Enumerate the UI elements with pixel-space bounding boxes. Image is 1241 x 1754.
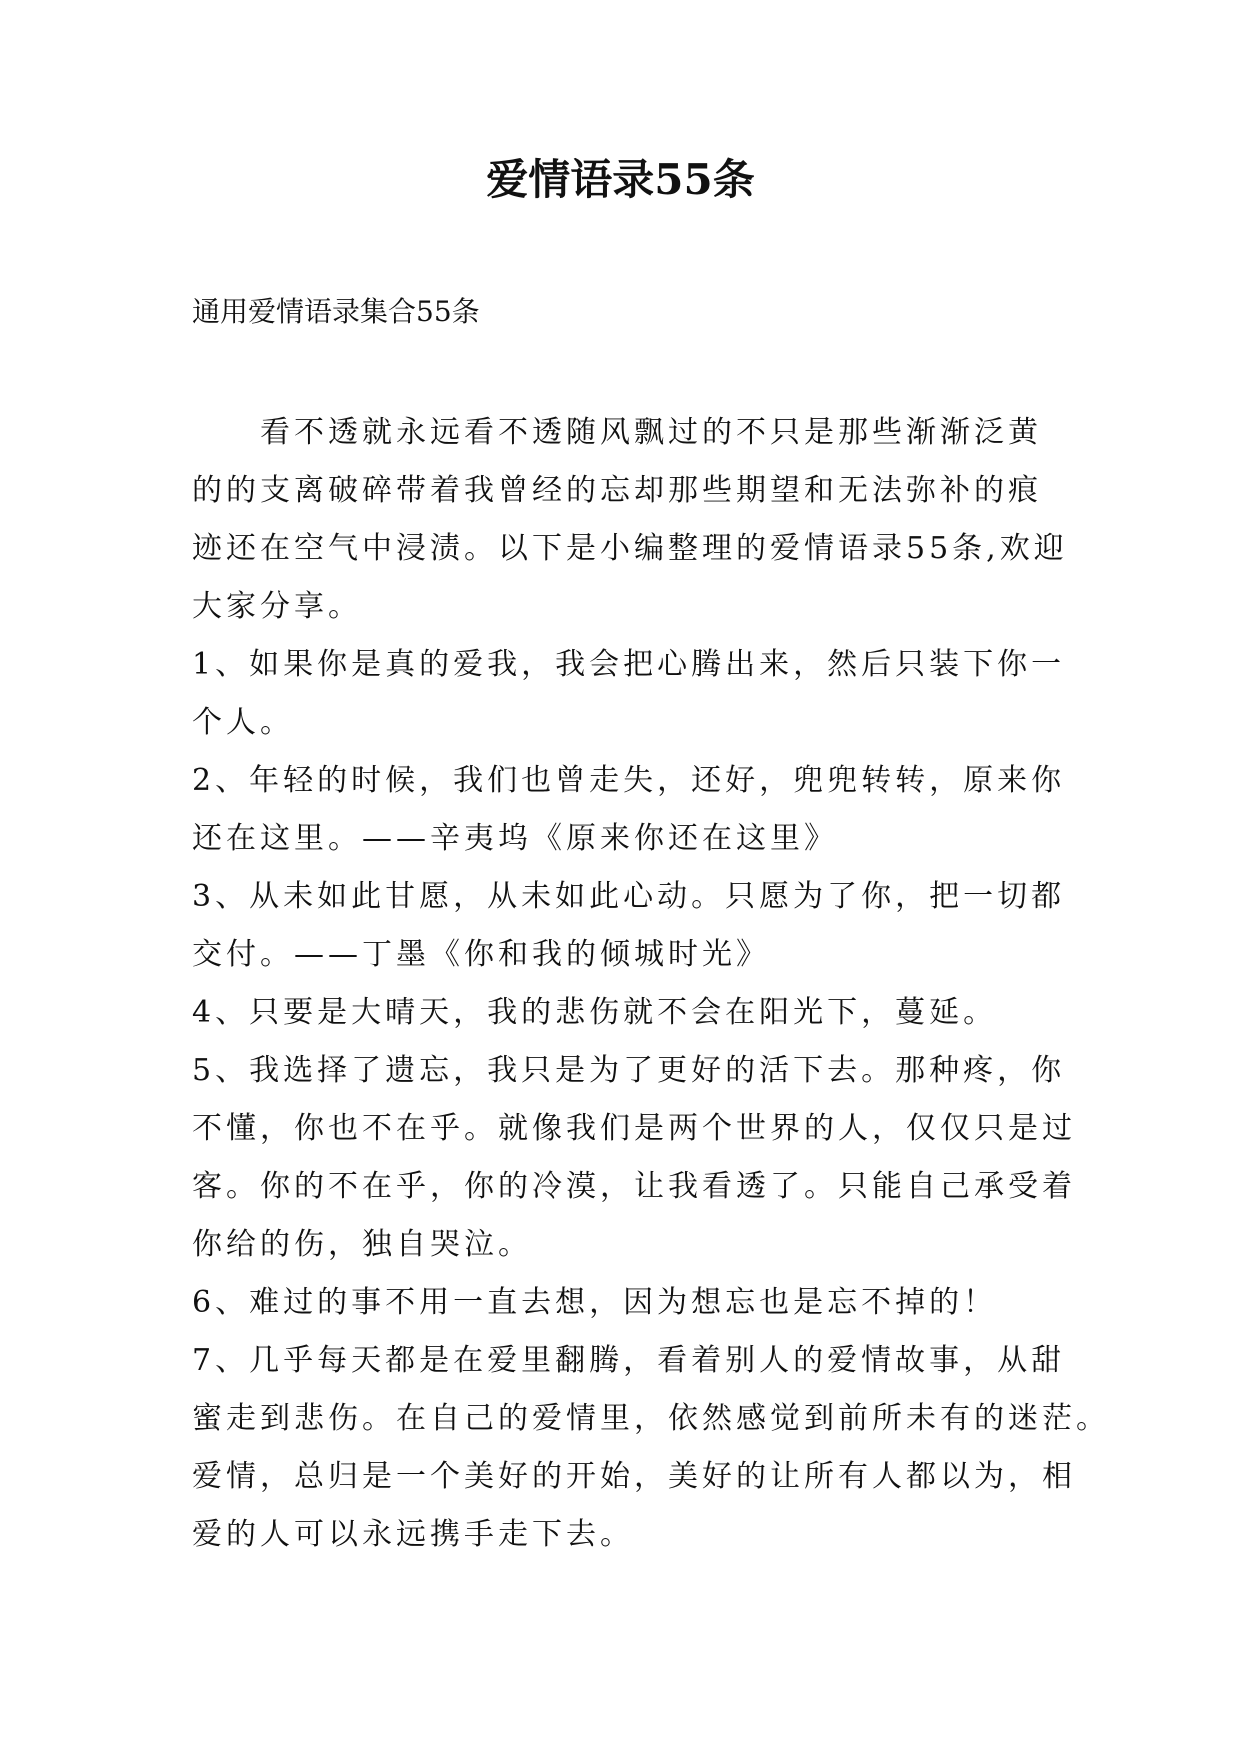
paragraph-line: 交付。——丁墨《你和我的倾城时光》	[192, 937, 770, 972]
paragraph-line: 6、难过的事不用一直去想，因为想忘也是忘不掉的！	[192, 1285, 998, 1320]
paragraph-line: 不懂，你也不在乎。就像我们是两个世界的人，仅仅只是过	[192, 1111, 1076, 1146]
paragraph-line: 爱的人可以永远携手走下去。	[192, 1517, 634, 1552]
paragraph-line: 5、我选择了遗忘，我只是为了更好的活下去。那种疼，你	[192, 1053, 1066, 1088]
paragraph-line: 客。你的不在乎，你的冷漠，让我看透了。只能自己承受着	[192, 1169, 1076, 1204]
paragraph-line: 个人。	[192, 705, 294, 740]
paragraph-line: 7、几乎每天都是在爱里翻腾，看着别人的爱情故事，从甜	[192, 1343, 1066, 1378]
paragraph-line: 大家分享。	[192, 589, 362, 624]
paragraph-line: 还在这里。——辛夷坞《原来你还在这里》	[192, 821, 838, 856]
paragraph-line: 蜜走到悲伤。在自己的爱情里，依然感觉到前所未有的迷茫。	[192, 1401, 1110, 1436]
paragraph-line: 你给的伤，独自哭泣。	[192, 1227, 532, 1262]
paragraph-line: 迹还在空气中浸渍。以下是小编整理的爱情语录55条,欢迎	[192, 531, 1068, 566]
paragraph-line: 1、如果你是真的爱我，我会把心腾出来，然后只装下你一	[192, 647, 1066, 682]
document-title: 爱情语录55条	[486, 155, 755, 204]
paragraph-line: 2、年轻的时候，我们也曾走失，还好，兜兜转转，原来你	[192, 763, 1066, 798]
paragraph-line: 看不透就永远看不透随风飘过的不只是那些渐渐泛黄	[192, 415, 1042, 450]
paragraph-line: 的的支离破碎带着我曾经的忘却那些期望和无法弥补的痕	[192, 473, 1042, 508]
paragraph-line: 爱情，总归是一个美好的开始，美好的让所有人都以为，相	[192, 1459, 1076, 1494]
paragraph-line: 4、只要是大晴天，我的悲伤就不会在阳光下，蔓延。	[192, 995, 998, 1030]
document-subtitle: 通用爱情语录集合55条	[192, 295, 480, 328]
paragraph-line: 3、从未如此甘愿，从未如此心动。只愿为了你，把一切都	[192, 879, 1066, 914]
document-body	[192, 404, 1110, 1564]
